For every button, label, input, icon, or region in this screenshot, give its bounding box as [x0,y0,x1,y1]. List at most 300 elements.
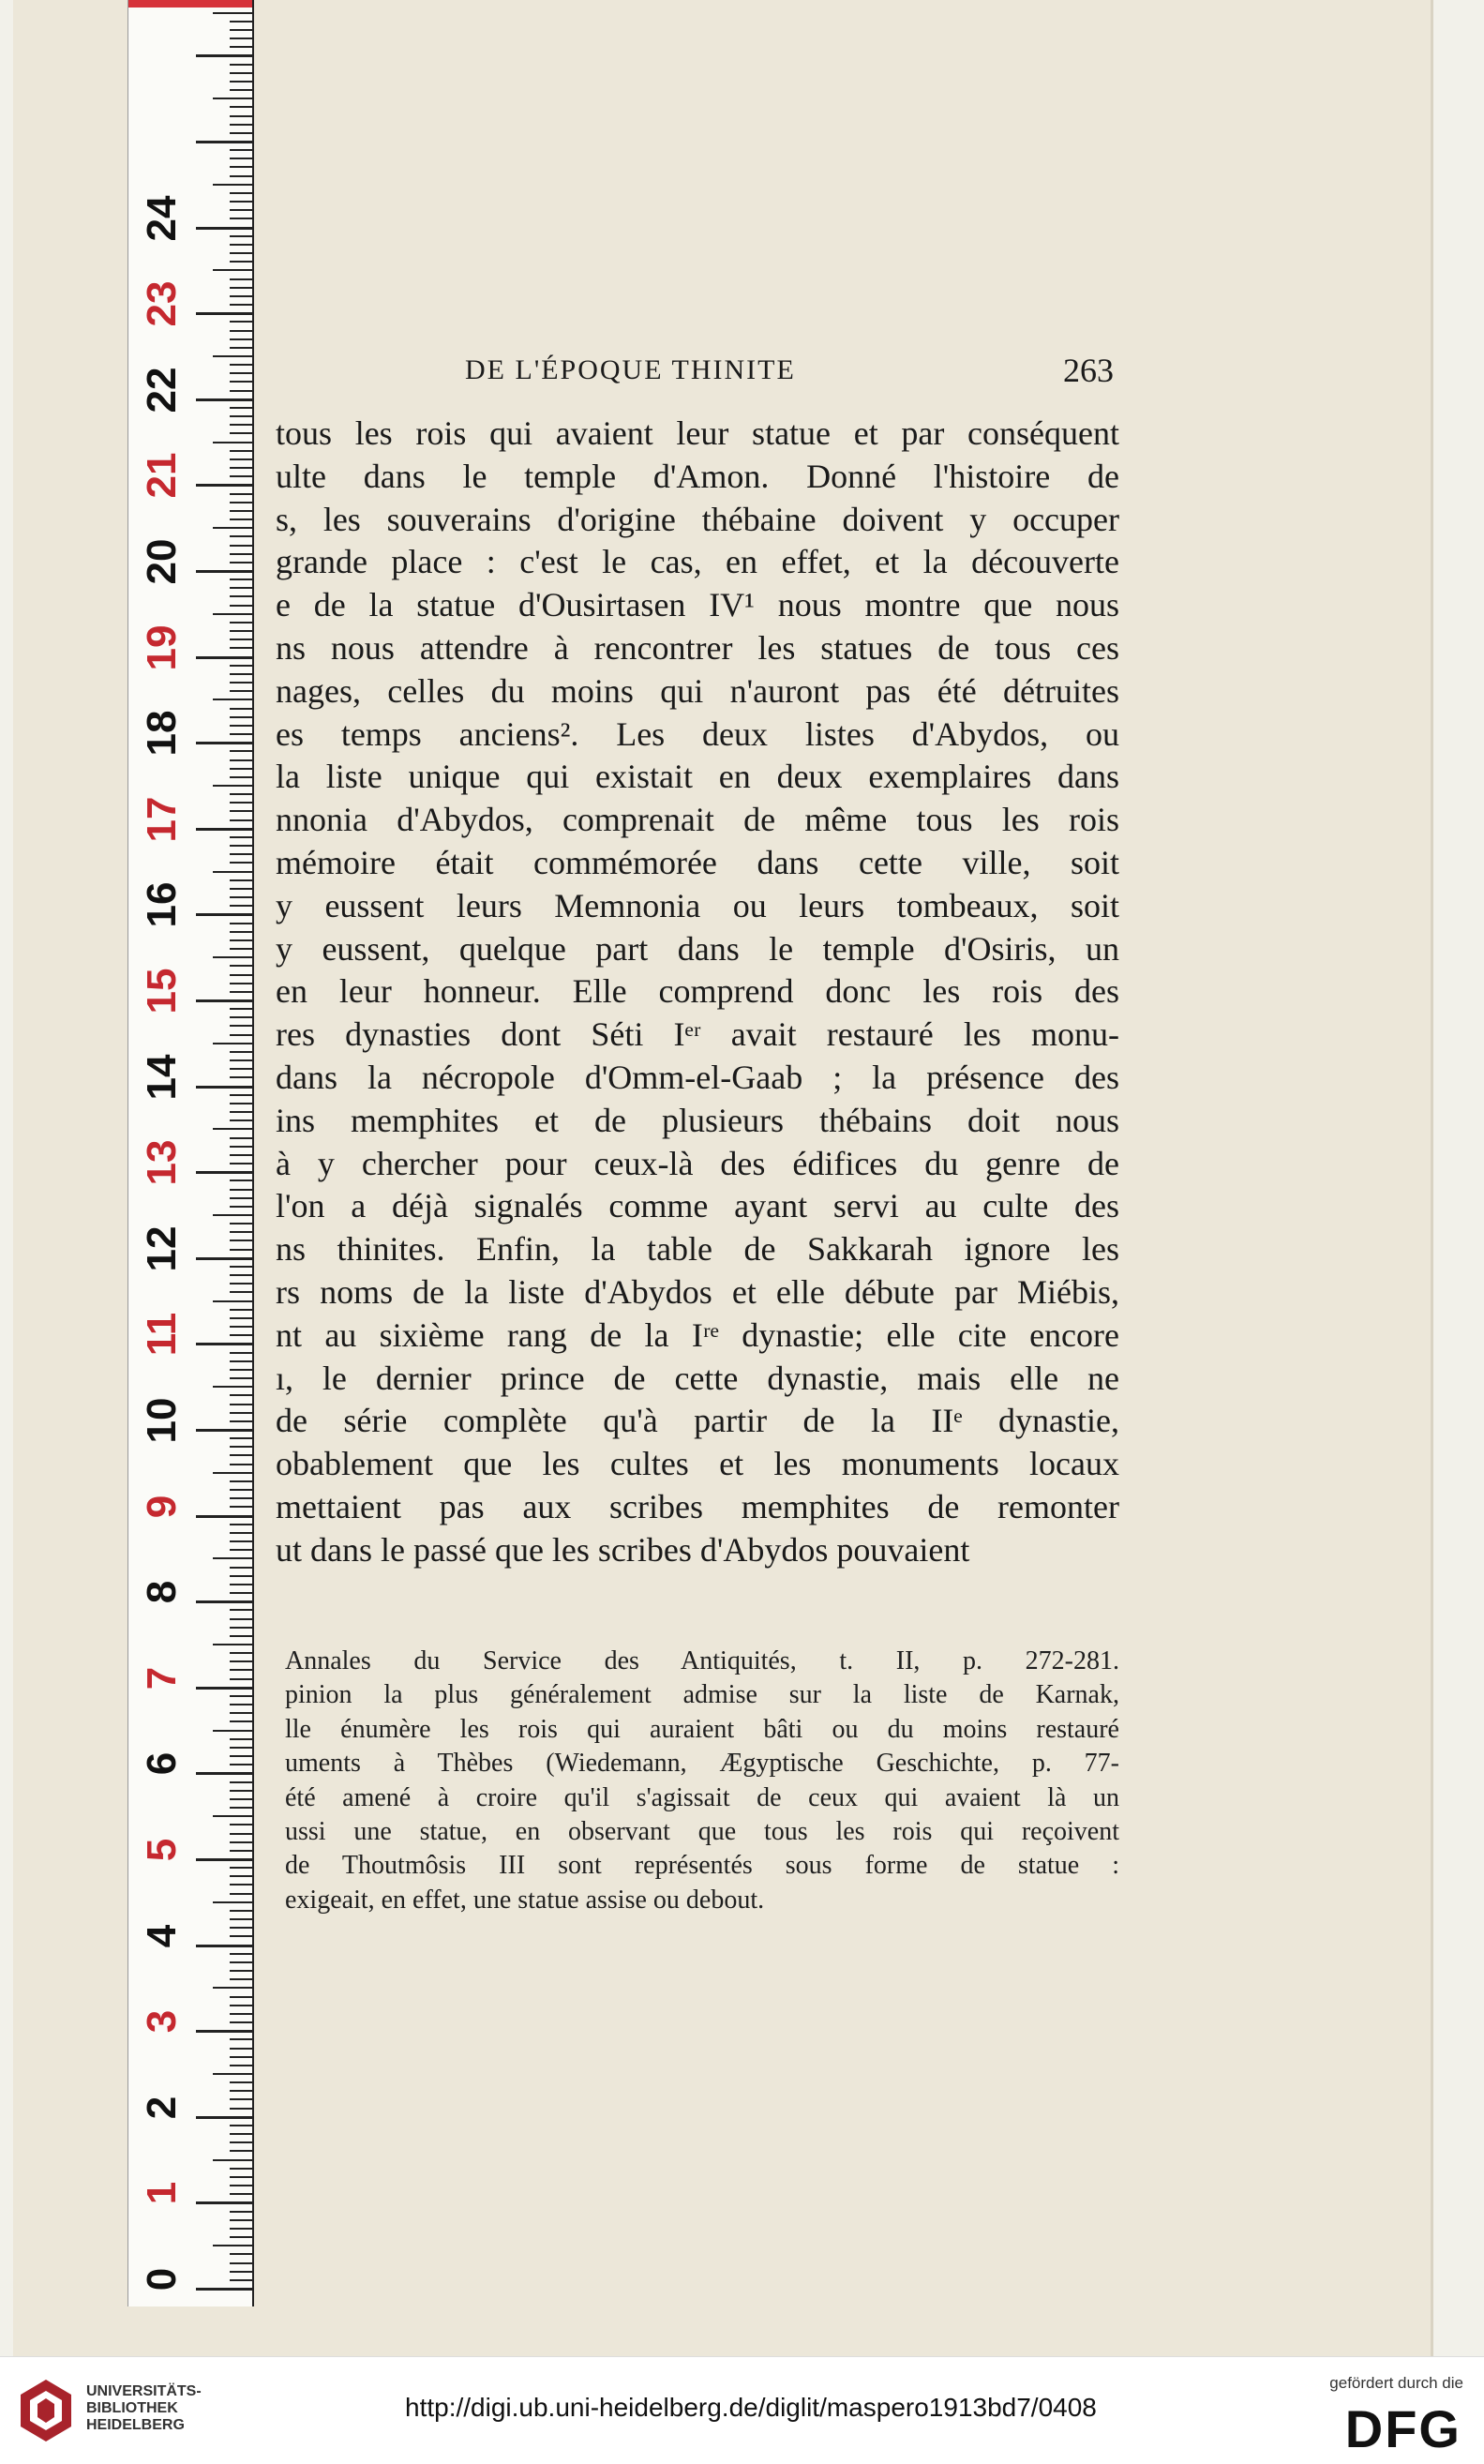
institution-line: BIBLIOTHEK [86,2400,178,2416]
ruler-tick [230,1163,252,1164]
ruler-tick [230,639,252,640]
ruler-tick [196,1429,252,1432]
running-head: DE L'ÉPOQUE THINITE [465,354,796,385]
ruler-tick [230,896,252,898]
text-line: obablement que les cultes et les monuments locaux [276,1445,1119,1483]
ruler-tick [230,923,252,924]
ruler-tick [196,1687,252,1690]
ruler-tick [230,1309,252,1311]
ruler-tick [230,845,252,847]
ruler-number: 23 [139,280,185,327]
text-line: ulte dans le temple d'Amon. Donné l'histoire de [276,457,1119,495]
ruler-tick [230,1618,252,1620]
ruler-tick [230,733,252,735]
ruler-tick [196,398,252,401]
ruler-tick [230,1704,252,1705]
ruler-tick [230,1910,252,1912]
dfg-logo: DFG [1344,2399,1462,2458]
ruler-tick [230,974,252,976]
ruler-tick [213,1128,252,1130]
ruler-tick [230,948,252,950]
ruler-tick [213,2073,252,2075]
ruler-tick [230,1094,252,1096]
ruler-tick [213,2159,252,2161]
ruler-tick [213,355,252,357]
ruler-tick [230,424,252,426]
ruler-tick [213,1472,252,1474]
body-text [276,413,1119,1572]
ruler-tick [230,1154,252,1156]
ruler-tick [230,1446,252,1448]
ruler-tick [230,209,252,211]
ruler-tick [230,810,252,812]
ruler-number: 1 [139,2182,185,2205]
ruler-tick [230,295,252,297]
ruler-tick [230,562,252,563]
ruler-tick [196,1343,252,1345]
ruler-tick [230,1454,252,1456]
ruler-tick [230,106,252,108]
ruler-tick [230,192,252,194]
ruler-number: 6 [139,1752,185,1776]
ruler-tick [230,304,252,306]
ruler-tick [230,2150,252,2152]
ruler-tick [230,1189,252,1191]
ruler-tick [230,1266,252,1268]
ruler-tick [213,527,252,529]
ruler-tick [230,432,252,434]
ruler-tick [230,2176,252,2178]
ruler-tick [230,1016,252,1018]
text-line: ı, le dernier prince de cette dynastie, mais elle ne [276,1359,1119,1397]
ruler-tick [230,1652,252,1654]
ruler-tick [230,2271,252,2273]
ruler-number: 24 [139,195,185,242]
ruler-tick [230,278,252,280]
ruler-tick [230,2193,252,2195]
ruler-tick [230,1738,252,1740]
ruler-tick [230,1076,252,1078]
ruler-tick [196,227,252,230]
ruler-tick [230,330,252,332]
text-line: la liste unique qui existait en deux exemplaires dans [276,758,1119,796]
ruler-tick [230,2236,252,2238]
ruler-tick [196,1171,252,1174]
ruler-number: 16 [139,881,185,928]
ruler-tick [230,1996,252,1998]
ruler-tick [213,956,252,958]
ruler-tick [230,2211,252,2213]
text-line: y eussent leurs Memnonia ou leurs tombeaux, soit [276,886,1119,924]
ruler-tick [230,2253,252,2255]
ruler-tick [196,828,252,831]
ruler-tick [230,879,252,881]
ruler-tick [196,2201,252,2204]
ruler-tick [230,888,252,890]
ruler-tick [213,442,252,443]
ruler-tick [230,673,252,675]
ruler-tick [230,1137,252,1139]
ruler-tick [230,1394,252,1396]
ruler-tick [230,1119,252,1121]
ruler-tick [230,578,252,580]
ruler-number: 15 [139,968,185,1014]
footnote-line: lle énumère les rois qui auraient bâti ou du moins restauré [285,1714,1119,1744]
ruler-tick [230,502,252,503]
ruler-tick [230,81,252,83]
ruler-tick [230,261,252,263]
ruler-tick [230,158,252,159]
ruler-tick [230,2219,252,2221]
ruler-tick [196,484,252,487]
ruler-tick [196,54,252,57]
ruler-number: 9 [139,1495,185,1518]
footnotes [285,1645,1119,1917]
ruler-tick [230,390,252,392]
ruler-tick [213,1557,252,1559]
text-line: nnonia d'Abydos, comprenait de même tous les rois [276,801,1119,839]
text-line: mettaient pas aux scribes memphites de remonter [276,1487,1119,1525]
footnote-line: Annales du Service des Antiquités, t. II, p. 272-281. [285,1646,1119,1675]
ruler-tick [230,372,252,374]
ruler-tick [230,235,252,237]
ruler-tick [230,682,252,684]
ruler-tick [230,768,252,770]
ruler-tick [230,939,252,941]
text-line: s, les souverains d'origine thébaine doivent y occuper [276,500,1119,538]
ruler-tick [230,1025,252,1027]
ruler-tick [230,1249,252,1251]
ruler-tick [230,1497,252,1499]
ruler-tick [230,1146,252,1148]
ruler-tick [230,1755,252,1757]
ruler-tick [196,2288,252,2291]
ruler-tick [230,1231,252,1233]
ruler-number: 7 [139,1666,185,1690]
ruler-tick [230,931,252,933]
ruler-tick [213,613,252,615]
ruler-number: 21 [139,452,185,499]
ruler-tick [230,2021,252,2023]
ruler-tick [230,1660,252,1662]
ruler-tick [213,1815,252,1817]
ruler-tick [230,1824,252,1825]
ruler-tick [230,545,252,547]
ruler-tick [230,64,252,66]
ruler-tick [230,991,252,993]
text-line: de série complète qu'à partir de la IIᵉ dynastie, [276,1402,1119,1440]
ruler-number: 3 [139,2009,185,2034]
ruler-tick [196,1945,252,1947]
ruler-tick [213,1987,252,1989]
footnote-line: de Thoutmôsis III sont représentés sous forme de statue : [285,1851,1119,1881]
ruler-tick [213,1644,252,1645]
ruler-tick [230,1059,252,1061]
ruler-tick [213,699,252,700]
ruler-tick [230,1747,252,1749]
ruler-tick [230,793,252,795]
ruler-tick [196,2030,252,2033]
ruler-tick [230,2038,252,2040]
ruler-tick [230,2262,252,2264]
ruler-tick [230,1420,252,1422]
ruler-tick [230,1240,252,1241]
ruler-tick [230,622,252,624]
ruler-tick [230,708,252,710]
ruler-number: 14 [139,1054,185,1101]
ruler-number: 22 [139,367,185,413]
ruler-tick [196,1858,252,1861]
ruler-tick [230,725,252,727]
ruler-tick [230,2013,252,2015]
ruler-tick [230,853,252,855]
university-logo-icon [17,2378,75,2443]
ruler-tick [230,407,252,409]
ruler-tick [230,802,252,804]
ruler-tick [230,690,252,692]
institution-name [86,2383,202,2434]
ruler-number: 10 [139,1397,185,1444]
ruler-tick [213,184,252,186]
footnote-line: été amené à croire qu'il s'agissait de ceux qui avaient là un [285,1782,1119,1812]
ruler-tick [230,836,252,838]
ruler-tick [230,1068,252,1070]
ruler-tick [230,2056,252,2058]
ruler-number: 4 [139,1924,185,1947]
footnote-line: pinion la plus généralement admise sur la liste de Karnak, [285,1680,1119,1710]
ruler-tick [230,201,252,203]
ruler-tick [230,510,252,512]
ruler-tick [213,1214,252,1216]
ruler-tick [230,1223,252,1224]
ruler-tick [230,1927,252,1929]
ruler-tick [230,1532,252,1534]
page-number: 263 [1063,352,1114,389]
ruler-tick [230,2133,252,2135]
text-line: rs noms de la liste d'Abydos et elle débute par Miébis, [276,1272,1119,1311]
ruler-tick [213,2245,252,2246]
text-line: ns thinites. Enfin, la table de Sakkarah ignore les [276,1230,1119,1269]
ruler-tick [230,1609,252,1611]
ruler-tick [230,415,252,417]
text-line: mémoire était commémorée dans cette ville, soit [276,843,1119,881]
text-line: e de la statue d'Ousirtasen IV¹ nous montre que nous [276,586,1119,624]
ruler-tick [230,1867,252,1869]
ruler-number: 18 [139,710,185,757]
institution-line: HEIDELBERG [86,2417,185,2433]
ruler-tick [230,1283,252,1285]
ruler-tick [213,1043,252,1044]
text-line: nages, celles du moins qui n'auront pas été détruites [276,671,1119,710]
ruler-tick [196,1772,252,1775]
text-line: en leur honneur. Elle comprend donc les rois des [276,972,1119,1011]
ruler-tick [230,1884,252,1886]
ruler-number: 12 [139,1225,185,1272]
ruler-tick [230,1833,252,1835]
ruler-tick [230,1841,252,1843]
text-line: dans la nécropole d'Omm-el-Gaab ; la présence des [276,1058,1119,1096]
ruler-tick [230,1953,252,1955]
ruler-tick [230,1179,252,1181]
ruler-tick [213,98,252,99]
ruler-tick [230,2098,252,2100]
ruler-tick [230,535,252,537]
ruler-tick [213,1300,252,1302]
ruler-tick [230,450,252,452]
ruler-tick [230,819,252,821]
ruler-tick [230,244,252,246]
funding-note: gefördert durch die [1329,2374,1463,2392]
ruler-tick [196,913,252,916]
ruler-tick [230,1592,252,1594]
ruler-tick [230,21,252,23]
ruler-tick [196,1257,252,1260]
ruler-tick [230,2081,252,2083]
ruler-tick [230,2005,252,2006]
ruler-tick [196,2116,252,2119]
ruler-tick [230,2185,252,2186]
ruler-tick [230,605,252,607]
text-line: à y chercher pour ceux-là des édifices du genre de [276,1144,1119,1182]
ruler-tick [230,1317,252,1319]
ruler-tick [230,1807,252,1809]
ruler-tick [196,1600,252,1603]
ruler-tick [230,905,252,907]
ruler-tick [230,2279,252,2281]
institution-line: UNIVERSITÄTS- [86,2383,202,2399]
ruler-tick [230,347,252,349]
ruler-tick [230,776,252,778]
ruler-tick [230,381,252,383]
ruler-tick [213,12,252,14]
text-line: nt au sixième rang de la Iʳᵉ dynastie; elle cite encore [276,1315,1119,1354]
ruler-tick [230,1464,252,1465]
text-line: tous les rois qui avaient leur statue et par conséquent [276,414,1119,452]
ruler-tick [230,1480,252,1482]
ruler-tick [230,2090,252,2092]
ruler-top-band [128,0,252,8]
ruler-tick [230,321,252,323]
ruler-tick [230,1334,252,1336]
footnote-line: exigeait, en effet, une statue assise ou debout. [285,1885,765,1915]
ruler-tick [213,1386,252,1388]
ruler-tick [230,1524,252,1525]
ruler-tick [230,1627,252,1629]
ruler-tick [230,1575,252,1577]
ruler-tick [230,1051,252,1053]
ruler-tick [230,1103,252,1104]
ruler-tick [230,287,252,289]
ruler-tick [230,1669,252,1671]
footnote-line: ussi une statue, en observant que tous les rois qui reçoivent [285,1816,1119,1846]
ruler-tick [230,759,252,761]
ruler-tick [230,2141,252,2143]
ruler-tick [230,458,252,460]
ruler-tick [196,141,252,143]
ruler-tick [196,570,252,573]
ruler-number: 20 [139,538,185,585]
ruler-tick [230,115,252,117]
ruler-tick [230,1978,252,1980]
ruler-number: 13 [139,1139,185,1186]
ruler-tick [230,587,252,589]
ruler-tick [230,1437,252,1439]
ruler-tick [230,175,252,177]
ruler-tick [230,1798,252,1800]
text-line: ns nous attendre à rencontrer les statues de tous ces [276,628,1119,667]
ruler-number: 17 [139,796,185,843]
ruler-tick [230,1197,252,1199]
ruler-tick [230,2108,252,2110]
text-line: es temps anciens². Les deux listes d'Abydos, ou [276,714,1119,753]
ruler-tick [230,1034,252,1036]
text-line: l'on a déjà signalés comme ayant servi au culte des [276,1187,1119,1225]
ruler-tick [230,124,252,126]
ruler-tick [230,1635,252,1637]
ruler-tick [230,1008,252,1010]
ruler-tick [230,132,252,134]
ruler-tick [230,2168,252,2170]
ruler-tick [230,1274,252,1276]
ruler-tick [230,475,252,477]
ruler-tick [196,656,252,659]
ruler-tick [230,1291,252,1293]
ruler-tick [230,1206,252,1208]
ruler-tick [230,1506,252,1508]
ruler-tick [230,1695,252,1697]
ruler-tick [213,871,252,873]
ruler-tick [230,1326,252,1328]
ruler-tick [230,38,252,39]
ruler-tick [230,1790,252,1792]
ruler-tick [230,1360,252,1362]
ruler-number: 5 [139,1838,185,1862]
ruler-tick [230,1893,252,1895]
ruler-tick [230,862,252,864]
ruler-tick [230,467,252,469]
ruler-tick [230,2228,252,2230]
ruler-tick [230,647,252,649]
ruler-tick [196,1515,252,1518]
ruler-tick [230,1764,252,1765]
ruler-tick [196,1086,252,1089]
ruler-tick [230,1850,252,1852]
ruler-tick [230,2065,252,2066]
ruler-tick [230,1540,252,1542]
ruler-tick [230,218,252,219]
ruler-number: 0 [139,2267,185,2291]
ruler-number: 8 [139,1580,185,1604]
ruler-tick [230,252,252,254]
ruler-tick [213,1730,252,1732]
ruler-tick [230,1489,252,1491]
ruler-tick [230,2048,252,2050]
source-url-link[interactable]: http://digi.ub.uni-heidelberg.de/diglit/maspero1913bd7/0408 [405,2393,1097,2422]
footnote-line: uments à Thèbes (Wiedemann, Ægyptische Geschichte, p. 77- [285,1749,1119,1779]
measuring-ruler [127,0,254,2306]
ruler-tick [230,1377,252,1379]
ruler-tick [230,1412,252,1414]
ruler-tick [230,1781,252,1783]
ruler-tick [230,1549,252,1551]
ruler-tick [230,1678,252,1680]
ruler-tick [230,1720,252,1722]
ruler-number: 11 [139,1313,185,1357]
ruler-tick [230,1111,252,1113]
ruler-tick [230,1567,252,1569]
ruler-tick [230,89,252,91]
ruler-tick [230,1961,252,1963]
